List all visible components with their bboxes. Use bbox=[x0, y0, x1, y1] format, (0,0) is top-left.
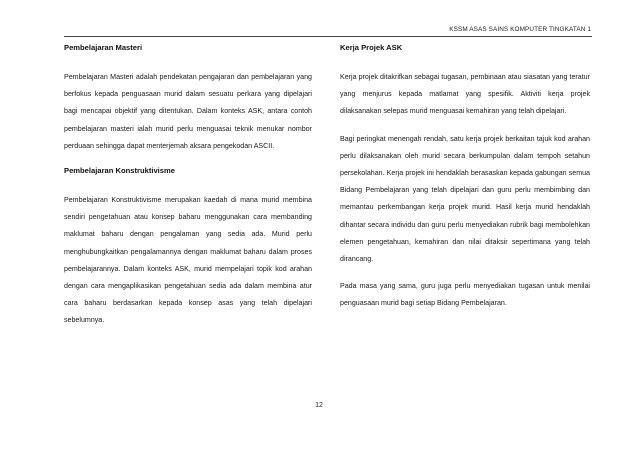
paragraph-masteri: Pembelajaran Masteri adalah pendekatan pengajaran dan pembelajaran yang berfokus kepada penguasaan murid dalam sesuatu perkara yang dipelajari bagi mencapai objektif yang ditentukan. Dalam konteks ASK, antara contoh pembelajaran masteri ialah murid perlu menguasai teknik menukar nombor perduaan sehingga dapat menterjemah aksara pengekodan ASCII. bbox=[64, 73, 312, 150]
paragraph-tugasan-penilaian: Pada masa yang sama, guru juga perlu menyediakan tugasan untuk menilai penguasaan murid bagi setiap Bidang Pembelajaran. bbox=[340, 282, 590, 308]
paragraph-kerja-projek-pelaksanaan: Bagi peringkat menengah rendah, satu kerja projek berkaitan tajuk kod arahan perlu dilaksanakan oleh murid secara berkumpulan dalam tempoh setahun persekolahan. Kerja projek ini hendaklah berasaskan kepada gabungan semua Bidang Pembelajaran yang telah dipelajari dan guru perlu membimbing dan memantau perkembangan kerja projek murid. Hasil kerja murid hendaklah dihantar secara individu dan guru perlu menyediakan rubrik bagi membolehkan elemen pengetahuan, kemahiran dan nilai ditaksir sepertimana yang telah dirancang. bbox=[340, 134, 590, 264]
header-divider bbox=[64, 36, 592, 37]
page-number: 12 bbox=[315, 402, 323, 409]
paragraph-konstruktivisme: Pembelajaran Konstruktivisme merupakan kaedah di mana murid membina sendiri pengetahuan atau konsep baharu menggunakan cara membanding maklumat baharu dengan pengalaman yang sedia ada. Murid perlu menghubungkaitkan pengalamannya dengan maklumat baharu dalam proses pembelajarannya. Dalam konteks ASK, murid mempelajari topik kod arahan dengan cara mengaplikasikan pengetahuan sedia ada dalam membina atur cara baharu berdasarkan kepada konsep asas yang telah dipelajari sebelumnya. bbox=[64, 196, 312, 325]
right-column bbox=[340, 42, 590, 313]
paragraph-kerja-projek-definisi: Kerja projek ditakrifkan sebagai tugasan, pembinaan atau siasatan yang teratur yang menjurus kepada matlamat yang spesifik. Aktiviti kerja projek dilaksanakan selepas murid menguasai kemahiran yang telah dipelajari. bbox=[340, 73, 590, 116]
heading-kerja-projek: Kerja Projek ASK bbox=[340, 43, 403, 52]
running-header: KSSM ASAS SAINS KOMPUTER TINGKATAN 1 bbox=[449, 26, 591, 33]
heading-pembelajaran-masteri: Pembelajaran Masteri bbox=[64, 43, 143, 52]
heading-pembelajaran-konstruktivisme: Pembelajaran Konstruktivisme bbox=[64, 166, 175, 176]
left-column bbox=[64, 42, 312, 330]
